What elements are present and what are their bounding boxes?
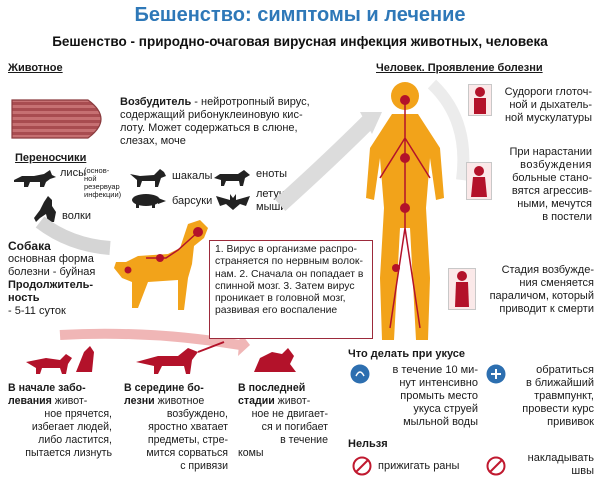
bat-label-2: мыши <box>256 201 287 213</box>
stage-middle-line-6: предметы, стре- <box>147 434 228 446</box>
bite-actions-title: Что делать при укусе <box>348 348 466 360</box>
stage-early-illustration <box>16 342 106 378</box>
symptom-3-line-3: параличом, который <box>489 290 594 302</box>
wash-icon <box>350 364 370 384</box>
dog-illustration <box>108 218 218 328</box>
symptom-1-line-3: ной мускулатуры <box>504 112 592 124</box>
no-stitch-icon <box>486 456 506 476</box>
stage-late-line-3: живот- <box>274 395 311 407</box>
stage-early-text <box>8 382 118 460</box>
no-cauterize-icon <box>352 456 372 476</box>
stage-early-line-4: ное прячется, <box>44 408 112 420</box>
stage-middle-illustration <box>128 338 228 378</box>
symptom-2-image <box>466 162 492 200</box>
virus-spot-spine <box>156 254 164 262</box>
symptom-2 <box>494 146 592 224</box>
fox-note-3: инфекции) <box>84 190 122 199</box>
symptom-2-line-3: больные стано- <box>512 172 592 184</box>
symptom-3 <box>476 264 594 316</box>
fox-label: лисы <box>60 167 86 179</box>
stage-middle-text <box>124 382 234 473</box>
agent-text-1: - нейротропный вирус, <box>191 96 310 108</box>
symptom-2-line-5: ными, мечутся <box>517 198 592 210</box>
dog-text-2: болезни - буйная <box>8 266 96 278</box>
badger-label: барсуки <box>172 195 213 207</box>
no-stitch-line-2: швы <box>571 465 594 477</box>
symptom-3-line-4: приводит к смерти <box>499 303 594 315</box>
stage-early-line-2: левания <box>8 395 52 407</box>
stage-middle-line-7: мится сорваться <box>146 447 228 459</box>
carriers-label: Переносчики <box>15 152 87 164</box>
stage-late-illustration <box>246 338 306 378</box>
first-aid-icon <box>486 364 506 384</box>
symptom-2-line-6: в постели <box>542 211 592 223</box>
symptom-2-line-2: возбуждения <box>520 159 592 171</box>
stage-late-line-6: в течение <box>280 434 328 446</box>
stage-middle-line-4: возбуждено, <box>166 408 228 420</box>
virus-spot-head <box>193 227 203 237</box>
virus-line-5: проникает в головной мозг, <box>215 293 346 305</box>
go-line-3: травмпункт, <box>534 390 594 402</box>
symptom-3-line-2: ния сменяется <box>519 277 594 289</box>
no-stitch-text <box>506 452 594 478</box>
arrow-dog-to-human <box>280 120 370 205</box>
stage-middle-line-3: животное <box>154 395 205 407</box>
wash-line-3: промыть место <box>400 390 478 402</box>
fox-note-1: (основ- <box>84 166 110 175</box>
no-cauterize-text: прижигать раны <box>378 460 460 472</box>
stage-middle-line-5: яростно хватает <box>148 421 228 433</box>
page-title: Бешенство: симптомы и лечение <box>134 4 466 26</box>
dog-title: Собака <box>8 239 51 253</box>
animal-section-label: Животное <box>8 62 63 74</box>
agent-text-3: лоту. Может содержаться в слюне, <box>120 122 298 134</box>
wash-line-2: нут интенсивно <box>399 377 478 389</box>
virus-line-3: нам. 2. Сначала он попадает в <box>215 268 364 280</box>
wash-line-4: укуса струей <box>413 403 478 415</box>
symptom-1-image <box>468 84 492 116</box>
symptom-1 <box>492 86 592 125</box>
virus-line-2: страняется по нервным волок- <box>215 256 363 268</box>
duration-title-2: ность <box>8 292 40 304</box>
virus-spot-tail <box>125 267 132 274</box>
bat-label-1: летучие <box>256 188 297 200</box>
stage-early-line-7: пытается лизнуть <box>25 447 112 459</box>
wash-line-5: мыльной воды <box>403 416 478 428</box>
trauma-center-instructions <box>506 364 594 429</box>
stage-middle-line-2: лезни <box>124 395 155 407</box>
go-line-5: прививок <box>547 416 594 428</box>
symptom-3-image <box>448 268 476 310</box>
virus-spot-leg <box>392 264 400 272</box>
fox-note-2: ной резервуар <box>84 174 120 191</box>
stage-early-line-3: живот- <box>51 395 88 407</box>
dog-info <box>8 240 108 318</box>
stage-late-line-5: ся и погибает <box>261 421 328 433</box>
virus-spot-brain <box>400 95 410 105</box>
wash-instructions <box>370 364 478 429</box>
stage-late-text <box>238 382 334 460</box>
stage-early-line-6: либо ластится, <box>38 434 112 446</box>
stage-early-line-1: В начале забо- <box>8 382 86 394</box>
wolf-label: волки <box>62 210 91 222</box>
virus-line-4: спинной мозг. 3. Затем вирус <box>215 280 355 292</box>
symptom-1-line-1: Судороги глоточ- <box>504 86 592 98</box>
symptom-2-line-4: вятся агрессив- <box>511 185 592 197</box>
stage-early-line-5: избегает людей, <box>31 421 112 433</box>
duration-value: - 5-11 суток <box>8 305 66 317</box>
duration-title-1: Продолжитель- <box>8 279 94 291</box>
dog-text-1: основная форма <box>8 253 94 265</box>
go-line-4: провести курс <box>522 403 594 415</box>
jackal-label: шакалы <box>172 170 213 182</box>
virus-spot-abdomen <box>400 203 410 213</box>
agent-text-4: слезах, моче <box>120 135 186 147</box>
stage-late-line-7: комы <box>238 447 264 459</box>
agent-text-2: содержащий рибонуклеиновую кис- <box>120 109 303 121</box>
stage-late-line-1: В последней <box>238 382 306 394</box>
symptom-1-line-2: ной и дыхатель- <box>509 99 592 111</box>
human-section-label: Человек. Проявление болезни <box>376 62 543 74</box>
symptom-3-line-1: Стадия возбужде- <box>501 264 594 276</box>
raccoon-label: еноты <box>256 168 288 180</box>
virus-spot-chest <box>400 153 410 163</box>
forbidden-title: Нельзя <box>348 438 388 450</box>
stage-middle-line-8: с привязи <box>180 460 228 472</box>
virus-line-6: развивая его воспаление <box>215 305 338 317</box>
symptom-2-line-1: При нарастании <box>509 146 592 158</box>
page-subtitle: Бешенство - природно-очаговая вирусная инфекция животных, человека <box>52 34 548 49</box>
wash-line-1: в течение 10 ми- <box>392 364 478 376</box>
go-line-2: в ближайший <box>525 377 594 389</box>
stage-late-line-4: ное не двигает- <box>251 408 328 420</box>
go-line-1: обратиться <box>536 364 594 376</box>
stage-late-line-2: стадии <box>238 395 275 407</box>
no-stitch-line-1: накладывать <box>527 452 594 464</box>
virus-spread-box <box>209 240 373 339</box>
virus-line-1: 1. Вирус в организме распро- <box>215 244 357 255</box>
human-body-illustration <box>360 78 450 348</box>
agent-title: Возбудитель <box>120 96 192 108</box>
stage-middle-line-1: В середине бо- <box>124 382 204 394</box>
